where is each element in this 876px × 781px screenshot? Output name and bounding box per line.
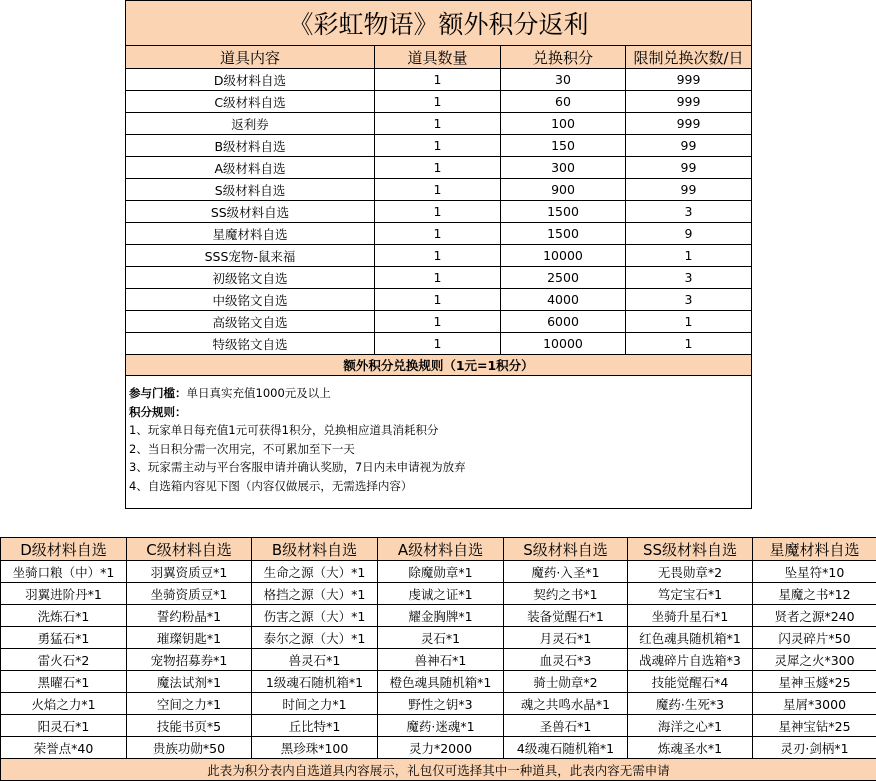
box-cell: 坠星符*10 [753, 561, 876, 583]
box-cell: 战魂碎片自选箱*3 [628, 649, 753, 671]
box-cell: 4级魂石随机箱*1 [504, 737, 628, 759]
page-title: 《彩虹物语》额外积分返利 [126, 1, 752, 46]
box-column-header: S级材料自选 [504, 538, 628, 561]
table-cell: 999 [626, 113, 752, 135]
box-column-header: 星魔材料自选 [753, 538, 876, 561]
table-cell: 900 [501, 179, 626, 201]
table-cell: 1 [375, 311, 501, 333]
table-cell: 1 [626, 311, 752, 333]
box-cell: 闪灵碎片*50 [753, 627, 876, 649]
table-cell: 1500 [501, 223, 626, 245]
box-cell: 兽神石*1 [378, 649, 504, 671]
table-cell: 999 [626, 69, 752, 91]
table-row [126, 333, 752, 355]
box-cell: 璀璨钥匙*1 [127, 627, 252, 649]
rule-line: 1、玩家单日每充值1元可获得1积分，兑换相应道具消耗积分 [129, 423, 439, 437]
box-cell: 血灵石*3 [504, 649, 628, 671]
rule-line: 4、自选箱内容见下图（内容仅做展示，无需选择内容） [129, 478, 413, 493]
table-row [126, 267, 752, 289]
box-cell: 火焰之力*1 [1, 693, 127, 715]
box-cell: 魔药·迷魂*1 [378, 715, 504, 737]
box-cell: 勇猛石*1 [1, 627, 127, 649]
table-row [126, 201, 752, 223]
table-cell: S级材料自选 [126, 179, 375, 201]
box-cell: 宠物招募券*1 [127, 649, 252, 671]
table-cell: SSS宠物-鼠来福 [126, 245, 375, 267]
rule-line: 2、当日积分需一次用完，不可累加至下一天 [129, 441, 355, 456]
table-row [126, 91, 752, 113]
box-cell: 荣誉点*40 [1, 737, 127, 759]
table-cell: 特级铭文自选 [126, 333, 375, 355]
table-cell: 999 [626, 91, 752, 113]
box-cell: 贵族功勋*50 [127, 737, 252, 759]
table-cell: 1 [375, 135, 501, 157]
box-cell: 贤者之源*240 [753, 605, 876, 627]
threshold-label: 参与门槛： [129, 386, 187, 400]
table-cell: B级材料自选 [126, 135, 375, 157]
box-cell: 技能书页*5 [127, 715, 252, 737]
box-cell: 无畏勋章*2 [628, 561, 753, 583]
box-cell: 灵力*2000 [378, 737, 504, 759]
table-cell: 中级铭文自选 [126, 289, 375, 311]
column-header: 道具数量 [375, 46, 501, 69]
rules-block [126, 376, 752, 509]
table-cell: 300 [501, 157, 626, 179]
box-column-header: D级材料自选 [1, 538, 127, 561]
box-cell: 海洋之心*1 [628, 715, 753, 737]
table-cell: 99 [626, 179, 752, 201]
box-cell: 阳灵石*1 [1, 715, 127, 737]
rebate-table [125, 0, 752, 509]
table-cell: 1 [375, 267, 501, 289]
box-cell: 羽翼进阶丹*1 [1, 583, 127, 605]
table-cell: 3 [626, 289, 752, 311]
table-cell: 150 [501, 135, 626, 157]
box-cell: 橙色魂具随机箱*1 [378, 671, 504, 693]
table-cell: 1 [375, 245, 501, 267]
table-row [126, 289, 752, 311]
box-cell: 野性之钥*3 [378, 693, 504, 715]
box-cell: 洗炼石*1 [1, 605, 127, 627]
table-cell: 1 [375, 157, 501, 179]
column-header: 道具内容 [126, 46, 375, 69]
box-cell: 装备觉醒石*1 [504, 605, 628, 627]
table-row [126, 245, 752, 267]
table-cell: 1 [375, 223, 501, 245]
box-cell: 除魔勋章*1 [378, 561, 504, 583]
table-cell: 1500 [501, 201, 626, 223]
box-cell: 黑珍珠*100 [252, 737, 378, 759]
box-column-header: SS级材料自选 [628, 538, 753, 561]
box-cell: 星屑*3000 [753, 693, 876, 715]
box-contents-section [0, 537, 876, 781]
column-header: 限制兑换次数/日 [626, 46, 752, 69]
box-cell: 格挡之源（大）*1 [252, 583, 378, 605]
table-cell: 60 [501, 91, 626, 113]
box-cell: 星神宝钻*25 [753, 715, 876, 737]
box-row [1, 627, 876, 649]
rule-line: 3、玩家需主动与平台客服申请并确认奖励，7日内未申请视为放弃 [129, 460, 466, 474]
box-cell: 兽灵石*1 [252, 649, 378, 671]
box-cell: 骑士勋章*2 [504, 671, 628, 693]
table-cell: 3 [626, 201, 752, 223]
box-row [1, 583, 876, 605]
table-cell: 1 [626, 245, 752, 267]
rebate-table-body [126, 69, 752, 355]
table-cell: 1 [375, 289, 501, 311]
table-cell: 100 [501, 113, 626, 135]
table-cell: 初级铭文自选 [126, 267, 375, 289]
box-column-header: A级材料自选 [378, 538, 504, 561]
table-cell: 99 [626, 135, 752, 157]
box-cell: 坐骑资质豆*1 [127, 583, 252, 605]
table-cell: 1 [375, 91, 501, 113]
table-cell: SS级材料自选 [126, 201, 375, 223]
table-row [126, 223, 752, 245]
table-cell: 高级铭文自选 [126, 311, 375, 333]
box-column-header: C级材料自选 [127, 538, 252, 561]
table-cell: 1 [375, 179, 501, 201]
box-cell: 黑曜石*1 [1, 671, 127, 693]
box-column-header: B级材料自选 [252, 538, 378, 561]
rules-label: 积分规则： [129, 404, 187, 419]
box-cell: 星魔之书*12 [753, 583, 876, 605]
box-cell: 时间之力*1 [252, 693, 378, 715]
table-row [126, 113, 752, 135]
table-cell: 星魔材料自选 [126, 223, 375, 245]
box-cell: 誓约粉晶*1 [127, 605, 252, 627]
table-cell: 3 [626, 267, 752, 289]
table-cell: 1 [626, 333, 752, 355]
box-cell: 耀金胸牌*1 [378, 605, 504, 627]
box-cell: 虔诚之证*1 [378, 583, 504, 605]
box-cell: 魔药·生死*3 [628, 693, 753, 715]
table-cell: 1 [375, 69, 501, 91]
rules-title: 额外积分兑换规则（1元=1积分） [126, 355, 752, 376]
box-row [1, 671, 876, 693]
table-row [126, 311, 752, 333]
box-cell: 伤害之源（大）*1 [252, 605, 378, 627]
table-cell: 1 [375, 113, 501, 135]
rebate-table-section [125, 0, 751, 509]
box-cell: 技能觉醒石*4 [628, 671, 753, 693]
box-cell: 泰尔之源（大）*1 [252, 627, 378, 649]
box-row [1, 737, 876, 759]
box-cell: 羽翼资质豆*1 [127, 561, 252, 583]
footer-note: 此表为积分表内自选道具内容展示，礼包仅可选择其中一种道具，此表内容无需申请 [1, 759, 876, 781]
table-cell: 1 [375, 333, 501, 355]
table-row [126, 179, 752, 201]
table-cell: D级材料自选 [126, 69, 375, 91]
box-row [1, 561, 876, 583]
table-cell: C级材料自选 [126, 91, 375, 113]
box-cell: 灵犀之火*300 [753, 649, 876, 671]
table-cell: 2500 [501, 267, 626, 289]
box-cell: 雷火石*2 [1, 649, 127, 671]
threshold-text: 单日真实充值1000元及以上 [186, 386, 331, 400]
box-cell: 丘比特*1 [252, 715, 378, 737]
box-cell: 魂之共鸣水晶*1 [504, 693, 628, 715]
box-cell: 魔药·入圣*1 [504, 561, 628, 583]
box-cell: 笃定宝石*1 [628, 583, 753, 605]
box-cell: 圣兽石*1 [504, 715, 628, 737]
box-row [1, 649, 876, 671]
box-cell: 星神玉燧*25 [753, 671, 876, 693]
box-cell: 生命之源（大）*1 [252, 561, 378, 583]
box-cell: 魔法试剂*1 [127, 671, 252, 693]
table-cell: 10000 [501, 245, 626, 267]
box-row [1, 693, 876, 715]
table-cell: 9 [626, 223, 752, 245]
box-cell: 红色魂具随机箱*1 [628, 627, 753, 649]
box-cell: 契约之书*1 [504, 583, 628, 605]
table-cell: 10000 [501, 333, 626, 355]
table-cell: 30 [501, 69, 626, 91]
box-row [1, 605, 876, 627]
table-cell: 6000 [501, 311, 626, 333]
box-contents-table [0, 537, 876, 781]
box-row [1, 715, 876, 737]
table-cell: 99 [626, 157, 752, 179]
table-row [126, 135, 752, 157]
box-cell: 1级魂石随机箱*1 [252, 671, 378, 693]
table-cell: A级材料自选 [126, 157, 375, 179]
table-cell: 4000 [501, 289, 626, 311]
box-cell: 坐骑升星石*1 [628, 605, 753, 627]
box-cell: 炼魂圣水*1 [628, 737, 753, 759]
box-cell: 空间之力*1 [127, 693, 252, 715]
table-cell: 返利券 [126, 113, 375, 135]
table-row [126, 69, 752, 91]
column-header: 兑换积分 [501, 46, 626, 69]
box-cell: 灵石*1 [378, 627, 504, 649]
box-cell: 灵刃·剑柄*1 [753, 737, 876, 759]
table-cell: 1 [375, 201, 501, 223]
box-contents-body [1, 561, 876, 759]
box-cell: 月灵石*1 [504, 627, 628, 649]
box-cell: 坐骑口粮（中）*1 [1, 561, 127, 583]
table-row [126, 157, 752, 179]
